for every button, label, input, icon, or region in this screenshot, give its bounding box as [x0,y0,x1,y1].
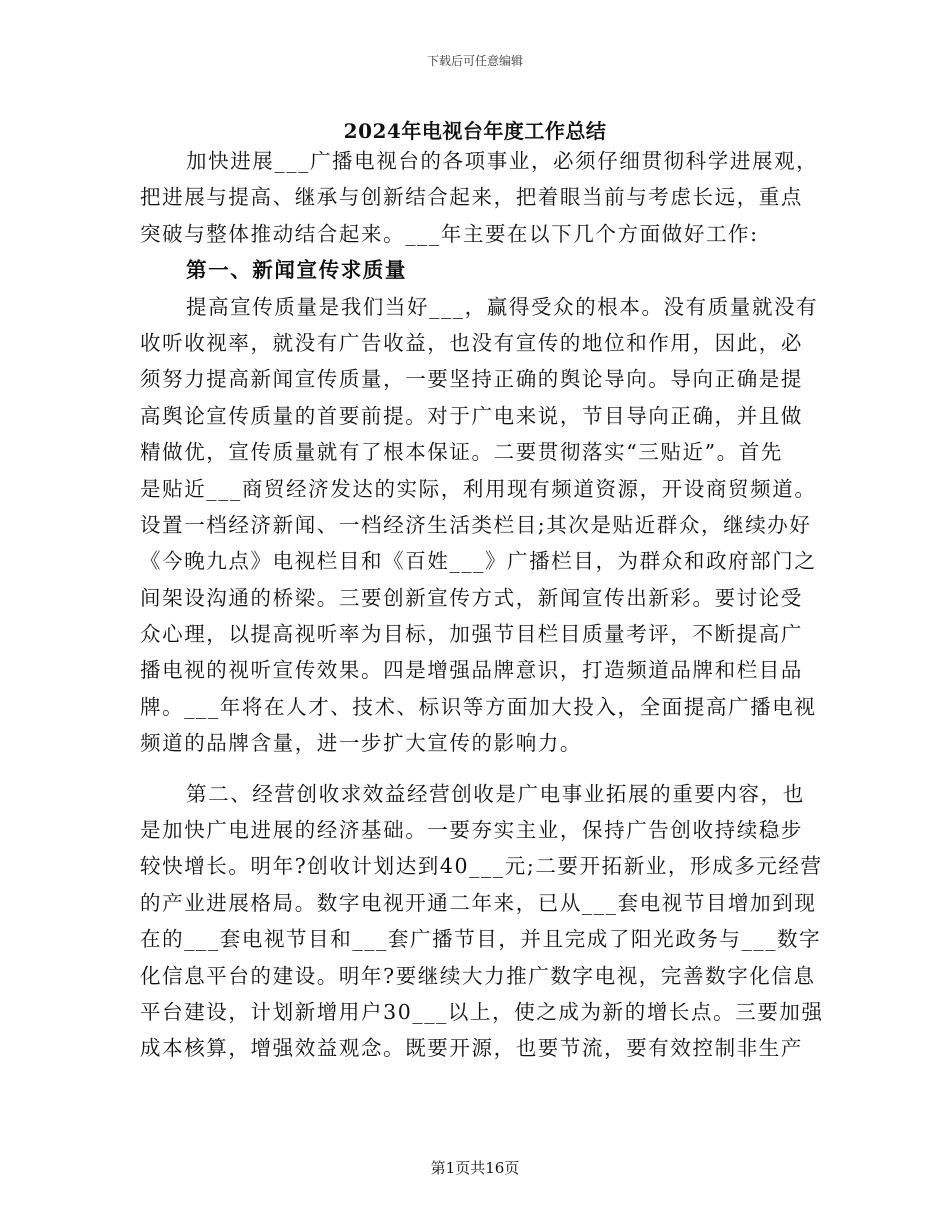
intro-line: 突破与整体推动结合起来。___年主要在以下几个方面做好工作: [140,221,759,246]
paragraph-line: 较快增长。明年?创收计划达到40___元;二要开拓新业，形成多元经营 [140,854,823,879]
intro-line: 把进展与提高、继承与创新结合起来，把着眼当前与考虑长远，重点 [140,185,803,210]
paragraph-line: 成本核算，增强效益观念。既要开源，也要节流，要有效控制非生产 [140,1036,803,1061]
paragraph-line: 设置一档经济新闻、一档经济生活类栏目;其次是贴近群众，继续办好 [140,512,812,537]
paragraph-line: 须努力提高新闻宣传质量，一要坚持正确的舆论导向。导向正确是提 [140,367,803,392]
paragraph-line: 频道的品牌含量，进一步扩大宣传的影响力。 [140,731,582,756]
paragraph-line: 高舆论宣传质量的首要前提。对于广电来说，节目导向正确，并且做 [140,403,803,428]
document-body [140,143,824,1067]
paragraph-line: 的产业进展格局。数字电视开通二年来，已从___套电视节目增加到现 [140,890,817,915]
paragraph-line: 众心理，以提高视听率为目标，加强节目栏目质量考评，不断提高广 [140,622,803,647]
document-title: 2024年电视台年度工作总结 [343,119,607,143]
paragraph-line: 收听收视率，就没有广告收益，也没有宣传的地位和作用，因此，必 [140,330,803,355]
header-note: 下载后可任意编辑 [426,54,523,68]
paragraph-line: 是贴近___商贸经济发达的实际，利用现有频道资源，开设商贸频道。 [140,476,817,501]
paragraph-line: 间架设沟通的桥梁。三要创新宣传方式，新闻宣传出新彩。要讨论受 [140,585,803,610]
paragraph-line: 化信息平台的建设。明年?要继续大力推广数字电视，完善数字化信息 [140,963,816,988]
paragraph-line: 是加快广电进展的经济基础。一要夯实主业，保持广告创收持续稳步 [140,818,803,843]
paragraph-gap [140,762,810,776]
paragraph-line: 《今晚九点》电视栏目和《百姓___》广播栏目，为群众和政府部门之 [140,549,817,574]
paragraph-line: 平台建设，计划新增用户30___以上，使之成为新的增长点。三要加强 [140,999,824,1024]
intro-line: 加快进展___广播电视台的各项事业，必须仔细贯彻科学进展观， [186,149,819,173]
paragraph-line: 精做优，宣传质量就有了根本保证。二要贯彻落实“三贴近”。首先 [140,440,783,465]
paragraph-line: 播电视的视听宣传效果。四是增强品牌意识，打造频道品牌和栏目品 [140,658,803,683]
paragraph-line: 牌。___年将在人才、技术、标识等方面加大投入，全面提高广播电视 [140,694,817,719]
paragraph-line: 在的___套电视节目和___套广播节目，并且完成了阳光政务与___数字 [140,927,822,952]
section-heading: 第一、新闻宣传求质量 [186,258,407,283]
paragraph-line: 第二、经营创收求效益经营创收是广电事业拓展的重要内容，也 [186,781,805,806]
page-footer: 第1页共16页 [430,1159,520,1177]
paragraph-line: 提高宣传质量是我们当好___，赢得受众的根本。没有质量就没有 [186,294,819,319]
